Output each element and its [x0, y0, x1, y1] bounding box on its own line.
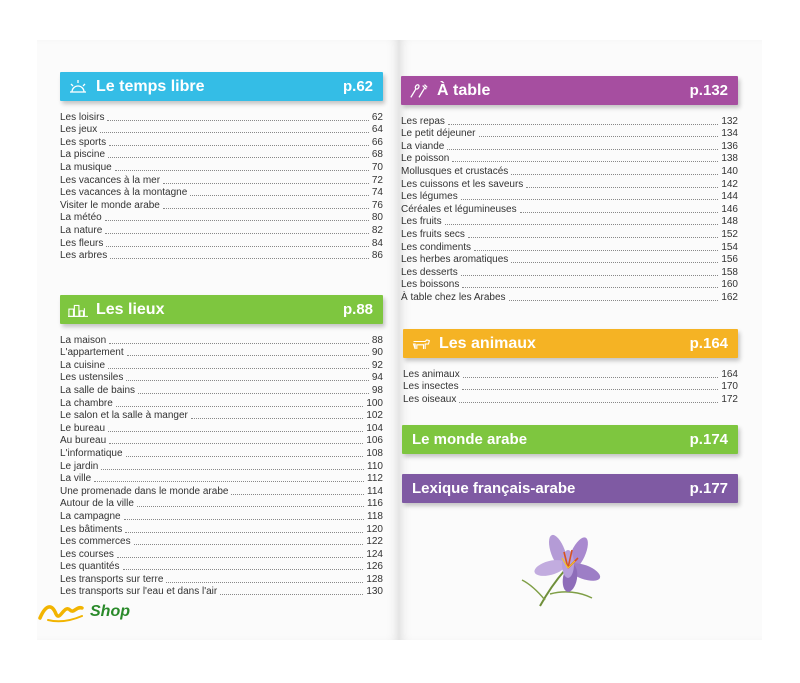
- toc-entry[interactable]: [60, 199, 383, 212]
- toc-entry-label: Les bâtiments: [60, 523, 123, 535]
- toc-entry[interactable]: [401, 279, 738, 292]
- toc-entry[interactable]: [401, 241, 738, 254]
- toc-entry[interactable]: [60, 435, 383, 448]
- dot-leader: [462, 389, 719, 390]
- toc-entry-label: Les légumes: [401, 191, 458, 203]
- dot-leader: [526, 187, 718, 188]
- toc-entry-label: Au bureau: [60, 435, 107, 447]
- dot-leader: [109, 443, 363, 444]
- toc-entry[interactable]: [401, 228, 738, 241]
- toc-entry-page: 116: [367, 498, 383, 510]
- toc-entry-label: Une promenade dans le monde arabe: [60, 485, 229, 497]
- toc-entry-label: Les herbes aromatiques: [401, 254, 509, 266]
- section-a-table: [401, 76, 738, 304]
- dot-leader: [448, 124, 718, 125]
- toc-entry-page: 118: [367, 510, 383, 522]
- section-header-lexique[interactable]: [402, 474, 738, 503]
- toc-entry-page: 68: [371, 149, 383, 161]
- toc-list: [401, 115, 738, 304]
- toc-entry[interactable]: [401, 140, 738, 153]
- toc-entry-page: 162: [721, 291, 738, 303]
- toc-entry[interactable]: [60, 250, 383, 263]
- dot-leader: [108, 368, 369, 369]
- dot-leader: [474, 250, 718, 251]
- toc-entry-page: 152: [721, 228, 738, 240]
- toc-entry-page: 72: [371, 174, 383, 186]
- toc-entry-page: 104: [366, 422, 383, 434]
- toc-entry-label: La ville: [60, 473, 92, 485]
- toc-entry[interactable]: [60, 224, 383, 237]
- toc-entry[interactable]: [403, 393, 738, 406]
- dot-leader: [109, 145, 369, 146]
- toc-entry-label: Le salon et la salle à manger: [60, 410, 188, 422]
- toc-entry-page: 66: [371, 136, 383, 148]
- saffron-flower-illustration: [520, 528, 610, 612]
- dot-leader: [101, 469, 364, 470]
- dot-leader: [134, 544, 364, 545]
- toc-entry-label: Les transports sur terre: [60, 573, 164, 585]
- toc-entry[interactable]: [60, 548, 383, 561]
- toc-entry-label: La piscine: [60, 149, 106, 161]
- section-title: Les animaux: [439, 334, 536, 352]
- dot-leader: [127, 355, 369, 356]
- section-page: p.164: [689, 335, 728, 352]
- toc-entry-label: Les boissons: [401, 279, 460, 291]
- toc-entry-page: 120: [366, 523, 383, 535]
- toc-entry-label: Les vacances à la mer: [60, 174, 161, 186]
- dot-leader: [138, 393, 369, 394]
- toc-entry-page: 122: [366, 536, 383, 548]
- toc-entry-label: Les oiseaux: [403, 393, 457, 405]
- toc-entry[interactable]: [60, 174, 383, 187]
- toc-entry-page: 74: [371, 187, 383, 199]
- toc-entry-page: 112: [367, 473, 383, 485]
- toc-entry-page: 106: [366, 435, 383, 447]
- section-page: p.88: [342, 301, 373, 318]
- section-monde-arabe: [402, 425, 738, 454]
- toc-entry-page: 146: [721, 203, 738, 215]
- toc-entry-label: Les courses: [60, 548, 114, 560]
- toc-entry-page: 90: [371, 347, 383, 359]
- dot-leader: [115, 170, 369, 171]
- dot-leader: [509, 300, 719, 301]
- dot-leader: [445, 224, 719, 225]
- dot-leader: [108, 157, 369, 158]
- toc-entry[interactable]: [401, 254, 738, 267]
- toc-entry-label: Les arbres: [60, 250, 108, 262]
- toc-entry-label: Les repas: [401, 115, 445, 127]
- toc-entry-label: La nature: [60, 224, 103, 236]
- toc-entry-label: L'appartement: [60, 347, 124, 359]
- dot-leader: [447, 149, 718, 150]
- section-header-lieux[interactable]: [60, 295, 383, 324]
- toc-entry-page: 76: [371, 199, 383, 211]
- dot-leader: [163, 183, 369, 184]
- toc-entry[interactable]: [401, 191, 738, 204]
- toc-entry-label: Les sports: [60, 136, 107, 148]
- toc-entry-label: La météo: [60, 212, 102, 224]
- dot-leader: [459, 402, 718, 403]
- toc-entry[interactable]: [401, 266, 738, 279]
- dot-leader: [117, 557, 363, 558]
- toc-entry-label: Les jeux: [60, 124, 98, 136]
- logo-text: Shop: [90, 603, 130, 620]
- toc-entry-page: 70: [371, 161, 383, 173]
- toc-entry[interactable]: [401, 203, 738, 216]
- toc-entry[interactable]: [60, 161, 383, 174]
- section-page: p.174: [689, 431, 728, 448]
- toc-entry[interactable]: [60, 573, 383, 586]
- toc-entry-label: Les condiments: [401, 241, 472, 253]
- toc-entry[interactable]: [60, 124, 383, 137]
- toc-entry-page: 86: [371, 250, 383, 262]
- dot-leader: [126, 456, 364, 457]
- toc-entry[interactable]: [60, 136, 383, 149]
- toc-entry-label: Visiter le monde arabe: [60, 199, 160, 211]
- toc-entry[interactable]: [401, 291, 738, 304]
- section-lexique: [402, 474, 738, 503]
- dot-leader: [107, 120, 368, 121]
- toc-list: [60, 111, 383, 262]
- toc-entry-label: Les fruits secs: [401, 228, 465, 240]
- section-page: p.132: [689, 82, 728, 99]
- toc-entry-page: 148: [721, 216, 738, 228]
- toc-entry-page: 142: [721, 178, 738, 190]
- toc-entry-page: 172: [721, 393, 738, 405]
- toc-entry-page: 92: [371, 359, 383, 371]
- section-header-a-table[interactable]: [401, 76, 738, 105]
- toc-entry[interactable]: [401, 153, 738, 166]
- dot-leader: [190, 195, 369, 196]
- dot-leader: [461, 199, 719, 200]
- section-temps-libre: [60, 72, 383, 262]
- dot-leader: [231, 494, 364, 495]
- dot-leader: [125, 532, 363, 533]
- toc-entry-label: Le poisson: [401, 153, 450, 165]
- dot-leader: [94, 481, 364, 482]
- toc-entry[interactable]: [403, 368, 738, 381]
- toc-entry-label: Les animaux: [403, 368, 460, 380]
- toc-entry-page: 160: [721, 279, 738, 291]
- toc-entry-label: Les vacances à la montagne: [60, 187, 188, 199]
- logo-swirl-icon: [38, 600, 94, 624]
- toc-entry[interactable]: [60, 212, 383, 225]
- toc-entry-page: 134: [721, 128, 738, 140]
- section-page: p.62: [342, 78, 373, 95]
- toc-entry-label: La chambre: [60, 397, 113, 409]
- dot-leader: [191, 418, 363, 419]
- toc-entry-page: 170: [721, 381, 738, 393]
- section-title: Le temps libre: [96, 77, 205, 95]
- dot-leader: [124, 519, 364, 520]
- dot-leader: [105, 233, 369, 234]
- dot-leader: [166, 582, 363, 583]
- toc-entry[interactable]: [60, 237, 383, 250]
- section-title: Lexique français-arabe: [412, 480, 576, 497]
- toc-entry-label: Les fleurs: [60, 237, 104, 249]
- dot-leader: [511, 174, 718, 175]
- toc-entry[interactable]: [60, 187, 383, 200]
- toc-entry-page: 100: [366, 397, 383, 409]
- toc-entry-page: 110: [367, 460, 383, 472]
- toc-entry[interactable]: [60, 410, 383, 423]
- cow-icon: [411, 335, 431, 353]
- dot-leader: [452, 161, 718, 162]
- toc-entry[interactable]: [60, 473, 383, 486]
- toc-entry-label: Autour de la ville: [60, 498, 134, 510]
- toc-entry[interactable]: [401, 216, 738, 229]
- dot-leader: [468, 237, 718, 238]
- toc-entry-page: 154: [721, 241, 738, 253]
- dot-leader: [100, 132, 369, 133]
- toc-entry-label: L'informatique: [60, 447, 123, 459]
- toc-entry-page: 126: [366, 561, 383, 573]
- dot-leader: [511, 262, 718, 263]
- toc-entry-page: 64: [371, 124, 383, 136]
- toc-entry-page: 132: [721, 115, 738, 127]
- dot-leader: [123, 569, 364, 570]
- toc-entry-page: 114: [367, 485, 383, 497]
- toc-entry[interactable]: [60, 536, 383, 549]
- dot-leader: [106, 246, 369, 247]
- toc-entry-page: 94: [371, 372, 383, 384]
- utensils-icon: [409, 82, 429, 100]
- dot-leader: [520, 212, 719, 213]
- section-title: À table: [437, 81, 491, 99]
- toc-entry[interactable]: [60, 523, 383, 536]
- section-title: Le monde arabe: [412, 431, 528, 448]
- toc-entry-label: Les quantités: [60, 561, 120, 573]
- dot-leader: [110, 258, 369, 259]
- toc-entry[interactable]: [60, 149, 383, 162]
- toc-entry-label: La musique: [60, 161, 112, 173]
- toc-entry-page: 136: [721, 140, 738, 152]
- section-lieux: [60, 295, 383, 598]
- toc-entry-label: Les transports sur l'eau et dans l'air: [60, 586, 218, 598]
- toc-entry[interactable]: [401, 115, 738, 128]
- toc-entry[interactable]: [60, 397, 383, 410]
- toc-entry[interactable]: [60, 347, 383, 360]
- section-title: Les lieux: [96, 300, 165, 318]
- toc-entry-label: La maison: [60, 334, 107, 346]
- toc-entry-label: Le jardin: [60, 460, 99, 472]
- section-animaux: [403, 329, 738, 406]
- toc-entry[interactable]: [60, 384, 383, 397]
- toc-entry-page: 98: [371, 384, 383, 396]
- dot-leader: [461, 275, 719, 276]
- toc-entry-label: Le petit déjeuner: [401, 128, 476, 140]
- toc-entry-page: 108: [366, 447, 383, 459]
- dot-leader: [220, 594, 363, 595]
- dot-leader: [163, 208, 369, 209]
- toc-entry[interactable]: [60, 422, 383, 435]
- toc-entry[interactable]: [403, 381, 738, 394]
- toc-entry-page: 140: [721, 165, 738, 177]
- shop-logo: [38, 600, 130, 624]
- toc-entry[interactable]: [60, 586, 383, 599]
- toc-entry-page: 82: [371, 224, 383, 236]
- toc-entry-page: 164: [721, 368, 738, 380]
- city-icon: [68, 301, 88, 319]
- toc-entry[interactable]: [60, 460, 383, 473]
- toc-entry[interactable]: [60, 372, 383, 385]
- toc-entry-page: 130: [366, 586, 383, 598]
- toc-entry[interactable]: [60, 334, 383, 347]
- toc-entry-label: Les fruits: [401, 216, 442, 228]
- toc-entry-label: Les ustensiles: [60, 372, 124, 384]
- dot-leader: [462, 287, 718, 288]
- toc-entry-page: 62: [371, 111, 383, 123]
- toc-entry[interactable]: [60, 498, 383, 511]
- toc-entry[interactable]: [60, 359, 383, 372]
- toc-entry-label: Les loisirs: [60, 111, 105, 123]
- toc-entry[interactable]: [60, 510, 383, 523]
- toc-entry-label: La salle de bains: [60, 384, 136, 396]
- toc-entry[interactable]: [60, 111, 383, 124]
- dot-leader: [126, 380, 369, 381]
- dot-leader: [479, 136, 719, 137]
- toc-entry-page: 158: [721, 266, 738, 278]
- dot-leader: [463, 377, 719, 378]
- sun-icon: [68, 78, 88, 96]
- toc-entry-label: Mollusques et crustacés: [401, 165, 509, 177]
- toc-entry-page: 88: [371, 334, 383, 346]
- toc-entry-label: Les insectes: [403, 381, 459, 393]
- dot-leader: [108, 431, 363, 432]
- toc-entry-label: Les desserts: [401, 266, 458, 278]
- toc-entry-label: La cuisine: [60, 359, 106, 371]
- toc-list: [403, 368, 738, 406]
- toc-entry-label: Les cuissons et les saveurs: [401, 178, 524, 190]
- section-header-temps-libre[interactable]: [60, 72, 383, 101]
- toc-entry[interactable]: [401, 128, 738, 141]
- section-header-monde-arabe[interactable]: [402, 425, 738, 454]
- toc-entry-label: Les commerces: [60, 536, 131, 548]
- toc-entry-page: 128: [366, 573, 383, 585]
- toc-entry-page: 138: [721, 153, 738, 165]
- toc-list: [60, 334, 383, 598]
- toc-entry-label: La campagne: [60, 510, 121, 522]
- dot-leader: [116, 406, 364, 407]
- dot-leader: [109, 343, 369, 344]
- toc-entry-page: 102: [366, 410, 383, 422]
- toc-entry-label: Céréales et légumineuses: [401, 203, 517, 215]
- toc-entry[interactable]: [60, 561, 383, 574]
- toc-entry[interactable]: [60, 485, 383, 498]
- dot-leader: [105, 220, 369, 221]
- toc-entry-page: 124: [366, 548, 383, 560]
- toc-entry[interactable]: [401, 165, 738, 178]
- toc-entry-label: À table chez les Arabes: [401, 291, 506, 303]
- toc-entry-page: 144: [721, 191, 738, 203]
- dot-leader: [137, 506, 364, 507]
- section-page: p.177: [689, 480, 728, 497]
- section-header-animaux[interactable]: [403, 329, 738, 358]
- toc-entry-label: Le bureau: [60, 422, 106, 434]
- toc-entry-page: 80: [371, 212, 383, 224]
- toc-entry-page: 156: [721, 254, 738, 266]
- toc-entry-label: La viande: [401, 140, 445, 152]
- toc-entry[interactable]: [401, 178, 738, 191]
- toc-entry-page: 84: [371, 237, 383, 249]
- toc-entry[interactable]: [60, 447, 383, 460]
